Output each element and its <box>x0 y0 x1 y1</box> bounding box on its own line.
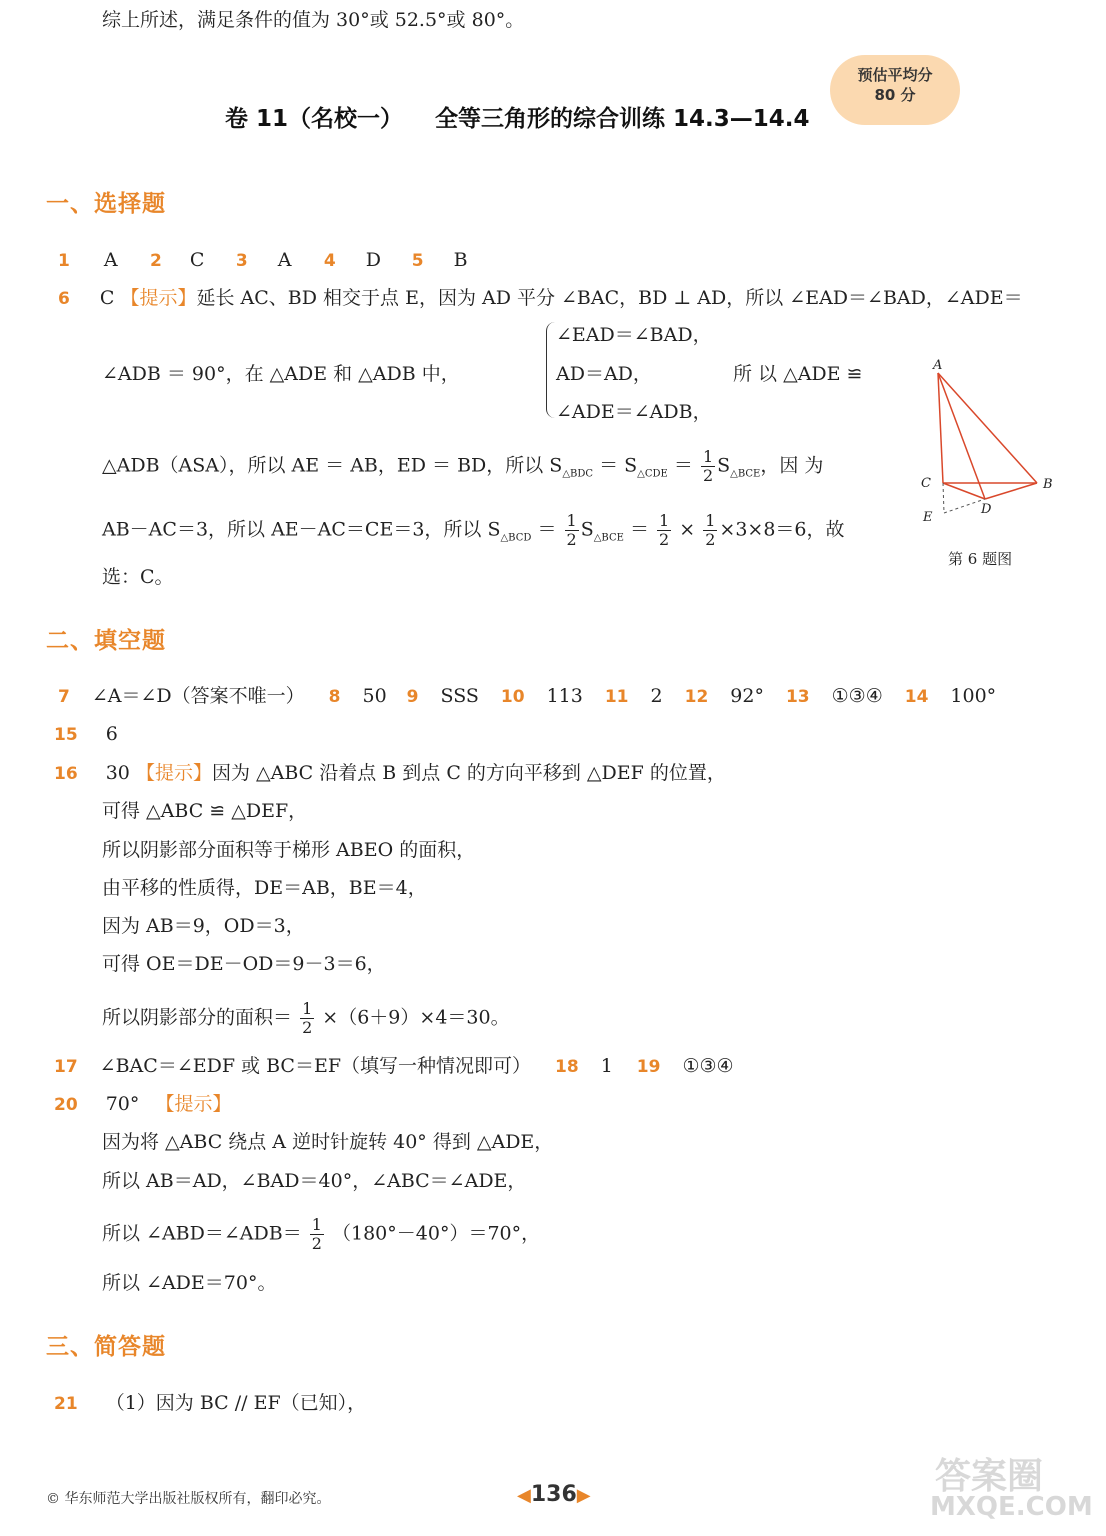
hint-label: 【提示】 <box>120 287 197 309</box>
question-number: 14 <box>904 687 929 707</box>
section-heading-fill: 二、填空题 <box>46 628 166 654</box>
page-number: 136 <box>530 1482 577 1507</box>
answers-row-17-19 <box>54 1054 754 1079</box>
question-number: 17 <box>54 1057 78 1077</box>
label-A: A <box>933 358 943 373</box>
question-number: 20 <box>54 1095 78 1115</box>
subscript: △BCE <box>730 468 761 480</box>
chevron-right-icon: ▶ <box>576 1485 591 1506</box>
question-number: 8 <box>328 687 341 707</box>
q6-text: △ADB（ASA），所以 AE ＝ AB，ED ＝ BD，所以 S <box>102 454 563 477</box>
hint-label: 【提示】 <box>155 1093 232 1115</box>
answer-15 <box>54 722 118 747</box>
segment-AC <box>938 373 943 483</box>
segment-CE-dashed <box>943 483 944 513</box>
segment-AB <box>938 373 1037 483</box>
answer: ∠A＝∠D（答案不唯一） <box>91 685 305 707</box>
question-number: 16 <box>54 764 78 784</box>
answer: A <box>277 249 292 271</box>
q6-text: 延长 AC、BD 相交于点 E，因为 AD 平分 ∠BAC，BD ⊥ AD，所以 ∠EAD＝∠BAD，∠ADE＝ <box>196 287 1023 309</box>
q16-line5: 因为 AB＝9，OD＝3， <box>102 915 305 937</box>
fraction-half: $\frac{1}{2}$ <box>659 511 670 549</box>
q21-line1 <box>54 1391 366 1416</box>
answer: C <box>99 287 115 309</box>
q6-text: × <box>679 518 696 541</box>
q6-text: ＝ <box>629 518 649 541</box>
q21-text: （1）因为 BC // EF（已知）， <box>105 1392 367 1414</box>
q16-line3: 所以阴影部分面积等于梯形 ABEO 的面积， <box>102 839 476 861</box>
q6-text: ＝ S <box>599 454 638 477</box>
question-number: 11 <box>604 687 629 707</box>
question-number: 4 <box>323 251 336 271</box>
fraction-half: $\frac{1}{2}$ <box>311 1215 322 1253</box>
q6-line5: 选：C。 <box>102 566 174 588</box>
subscript: △CDE <box>637 468 668 480</box>
question-number: 3 <box>235 251 248 271</box>
q16-text: 因为 △ABC 沿着点 B 到点 C 的方向平移到 △DEF 的位置， <box>211 762 726 784</box>
system-eq-2: AD＝AD， <box>556 363 652 385</box>
paper-title-right: 全等三角形的综合训练 14.3—14.4 <box>435 106 810 132</box>
answer: ∠BAC＝∠EDF 或 BC＝EF（填写一种情况即可） <box>99 1055 532 1077</box>
question-number: 2 <box>149 251 162 271</box>
figure-caption: 第 6 题图 <box>948 550 1013 568</box>
answer: 70° <box>105 1093 140 1115</box>
q6-line4 <box>102 512 845 550</box>
section-heading-short-answer: 三、简答题 <box>46 1334 166 1360</box>
fraction-half: $\frac{1}{2}$ <box>566 511 577 549</box>
subscript: △BCD <box>500 532 532 544</box>
q6-text: ×3×8＝6，故 <box>719 518 845 541</box>
badge-line2: 80 分 <box>874 86 916 104</box>
hint-label: 【提示】 <box>135 762 212 784</box>
q6-text: S <box>717 454 731 477</box>
label-E: E <box>923 510 933 525</box>
segment-DB <box>985 483 1037 499</box>
system-eq-3: ∠ADE＝∠ADB， <box>556 401 712 423</box>
q6-text: S <box>580 518 594 541</box>
chevron-left-icon: ◀ <box>517 1485 531 1506</box>
previous-conclusion: 综上所述，满足条件的值为 30°或 52.5°或 80°。 <box>102 9 525 31</box>
subscript: △BCE <box>593 532 624 544</box>
question-number: 13 <box>785 687 810 707</box>
watermark-logo: 答案圈 <box>935 1456 1044 1497</box>
q20-text: 所以 ∠ABD＝∠ADB＝ <box>102 1222 302 1245</box>
question-number: 15 <box>54 725 78 745</box>
fraction-half: $\frac{1}{2}$ <box>705 511 716 549</box>
answer: 6 <box>105 723 118 745</box>
answer: 2 <box>650 685 663 707</box>
question-number: 19 <box>636 1057 661 1077</box>
q20-line1 <box>54 1092 231 1117</box>
segment-CD <box>943 483 985 499</box>
question-number: 12 <box>684 687 709 707</box>
answer: SSS <box>440 685 479 707</box>
fraction-half: $\frac{1}{2}$ <box>702 447 714 485</box>
q16-text: 所以阴影部分的面积＝ <box>102 1006 293 1029</box>
answer: 100° <box>950 685 997 707</box>
q6-line3 <box>102 448 823 486</box>
q20-line5: 所以 ∠ADE＝70°。 <box>102 1272 277 1294</box>
answer: D <box>365 249 381 271</box>
q6-text: ＝ <box>537 518 557 541</box>
segment-AD <box>938 373 985 499</box>
paper-title-left: 卷 11（名校一） <box>225 106 404 132</box>
watermark-url: MXQE.COM <box>930 1492 1093 1522</box>
q20-line2: 因为将 △ABC 绕点 A 逆时针旋转 40° 得到 △ADE， <box>102 1131 554 1153</box>
subscript: △BDC <box>562 468 594 480</box>
section-heading-choice: 一、选择题 <box>46 191 166 217</box>
q6-line1 <box>58 286 1023 311</box>
question-number: 10 <box>500 687 525 707</box>
q16-line1 <box>54 761 726 786</box>
question-number: 1 <box>58 251 70 271</box>
q20-text: （180°－40°）＝70°， <box>332 1222 541 1245</box>
answers-row-1-5 <box>58 248 484 273</box>
page-number-block <box>517 1482 591 1507</box>
answer: ①③④ <box>682 1055 734 1077</box>
q6-line2b: 所 以 △ADE ≌ <box>733 363 863 385</box>
answer: 92° <box>730 685 764 707</box>
q16-text: ×（6＋9）×4＝30。 <box>322 1006 510 1029</box>
q16-line2: 可得 △ABC ≌ △DEF， <box>102 800 308 822</box>
answer: 50 <box>362 685 387 707</box>
q16-line7 <box>102 1000 510 1037</box>
segment-ED-dashed <box>944 499 985 513</box>
answer: 1 <box>600 1055 613 1077</box>
system-eq-1: ∠EAD＝∠BAD， <box>556 324 712 346</box>
q16-line4: 由平移的性质得，DE＝AB，BE＝4， <box>102 877 427 899</box>
answer: B <box>453 249 468 271</box>
label-D: D <box>981 502 992 517</box>
q20-line4 <box>102 1216 540 1253</box>
question-number: 9 <box>406 687 419 707</box>
question-number: 21 <box>54 1394 78 1414</box>
answer: 113 <box>546 685 583 707</box>
q6-text: ，因 为 <box>760 454 824 477</box>
q6-text: ＝ <box>673 454 693 477</box>
label-B: B <box>1043 477 1053 492</box>
question-number: 5 <box>411 251 424 271</box>
badge-line1: 预估平均分 <box>857 66 933 84</box>
q6-figure <box>915 355 1065 530</box>
q6-line2a: ∠ADB ＝ 90°，在 △ADE 和 △ADB 中， <box>102 363 460 385</box>
label-C: C <box>921 476 931 491</box>
average-score-badge <box>830 55 960 125</box>
copyright-notice: © 华东师范大学出版社版权所有，翻印必究。 <box>46 1491 331 1507</box>
q20-line3: 所以 AB＝AD，∠BAD＝40°，∠ABC＝∠ADE， <box>102 1170 527 1192</box>
question-number: 7 <box>58 687 70 707</box>
q6-text: AB－AC＝3，所以 AE－AC＝CE＝3，所以 S <box>102 518 501 541</box>
answer: A <box>103 249 118 271</box>
question-number: 6 <box>58 289 70 309</box>
answers-row-7-14 <box>58 684 1016 709</box>
answer: C <box>189 249 205 271</box>
answer: ①③④ <box>831 685 883 707</box>
question-number: 18 <box>555 1057 579 1077</box>
answer: 30 <box>105 762 130 784</box>
fraction-half: $\frac{1}{2}$ <box>302 999 313 1037</box>
q16-line6: 可得 OE＝DE－OD＝9－3＝6， <box>102 953 386 975</box>
system-brace <box>546 322 555 418</box>
